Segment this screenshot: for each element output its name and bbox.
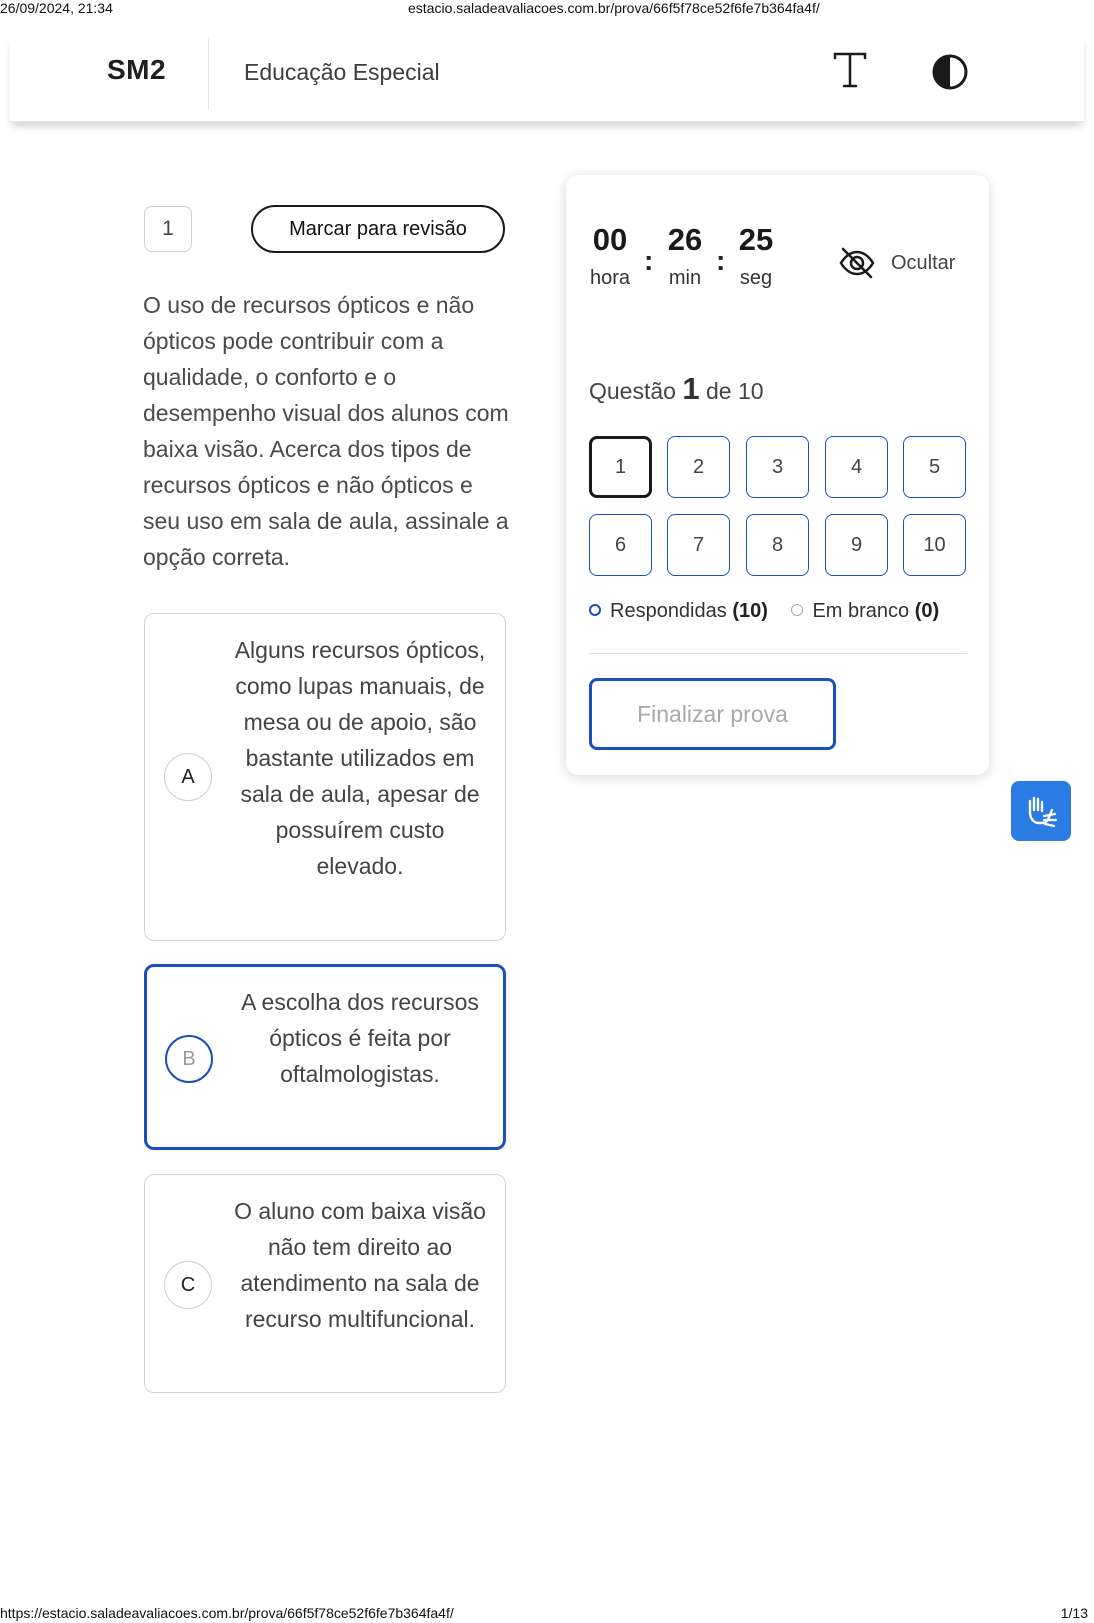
print-footer-url: https://estacio.saladeavaliacoes.com.br/prova/66f5f78ce52f6fe7b364fa4f/ [0,1605,454,1621]
course-title: Educação Especial [244,59,440,85]
answered-count: (10) [732,600,768,622]
timer-minutes-value: 26 [667,222,703,257]
timer-separator: : [644,245,654,276]
question-counter [589,371,764,407]
timer-hours [580,221,640,290]
hide-timer-button[interactable] [838,244,968,284]
question-counter-suffix: de 10 [705,378,764,404]
option-letter: A [164,753,212,801]
question-number: 1 [144,206,192,252]
question-counter-current: 1 [682,371,700,406]
font-size-icon [832,50,868,92]
timer-hours-label: hora [589,267,631,289]
timer-minutes [655,221,715,290]
status-legend [589,600,939,623]
answered-label: Respondidas [610,600,727,622]
question-nav-7[interactable]: 7 [667,514,730,576]
hide-timer-label: Ocultar [891,252,956,274]
print-url: estacio.saladeavaliacoes.com.br/prova/66f5f78ce52f6fe7b364fa4f/ [408,0,820,16]
question-nav-4[interactable]: 4 [825,436,888,498]
blank-count: (0) [914,600,940,622]
option-c[interactable] [144,1174,506,1393]
exam-panel [566,175,989,775]
contrast-button[interactable] [931,53,969,91]
timer-minutes-label: min [668,267,702,289]
timer-hours-value: 00 [592,222,628,257]
option-b[interactable] [144,964,506,1150]
panel-divider [589,653,967,654]
question-counter-prefix: Questão [589,378,676,404]
option-text: A escolha dos recursos ópticos é feita por oftalmologistas. [241,989,479,1087]
question-text: O uso de recursos ópticos e não ópticos pode contribuir com a qualidade, o conforto e o desempenho visual dos alunos com baixa visão. Acerca dos tipos de recursos ópticos e não ópticos e seu uso em sala de aula, assinale a opção correta. [143,292,509,570]
option-a[interactable] [144,613,506,941]
question-nav-2[interactable]: 2 [667,436,730,498]
contrast-icon [931,53,969,91]
option-letter: B [165,1035,213,1083]
header-divider [208,38,209,110]
question-nav-6[interactable]: 6 [589,514,652,576]
finish-exam-button[interactable]: Finalizar prova [589,678,836,750]
font-size-button[interactable] [832,50,868,92]
timer-separator: : [716,245,726,276]
option-text: Alguns recursos ópticos, como lupas manuais, de mesa ou de apoio, são bastante utilizados em sala de aula, apesar de possuírem custo elevado. [234,637,486,879]
option-letter: C [164,1261,212,1309]
print-header [0,0,1094,18]
print-footer [0,1605,1094,1623]
blank-label: Em branco [812,600,910,622]
print-page-number: 1/13 [1060,1605,1088,1621]
question-nav-10[interactable]: 10 [903,514,966,576]
option-text: O aluno com baixa visão não tem direito ao atendimento na sala de recurso multifuncional. [234,1198,486,1332]
question-nav-1[interactable]: 1 [589,436,652,498]
app-header [10,36,1084,122]
sign-language-button[interactable] [1011,781,1071,841]
mark-for-review-button[interactable]: Marcar para revisão [251,205,505,253]
timer-seconds-label: seg [739,267,773,289]
logo: SM2 [107,54,167,85]
answered-dot-icon [589,604,601,616]
question-nav-9[interactable]: 9 [825,514,888,576]
print-datetime: 26/09/2024, 21:34 [0,0,113,16]
blank-dot-icon [791,604,803,616]
sign-language-icon [1022,792,1060,830]
question-nav-8[interactable]: 8 [746,514,809,576]
eye-off-icon [838,244,876,282]
timer-seconds [726,221,786,290]
timer-seconds-value: 25 [738,222,774,257]
question-nav-3[interactable]: 3 [746,436,809,498]
question-nav-5[interactable]: 5 [903,436,966,498]
